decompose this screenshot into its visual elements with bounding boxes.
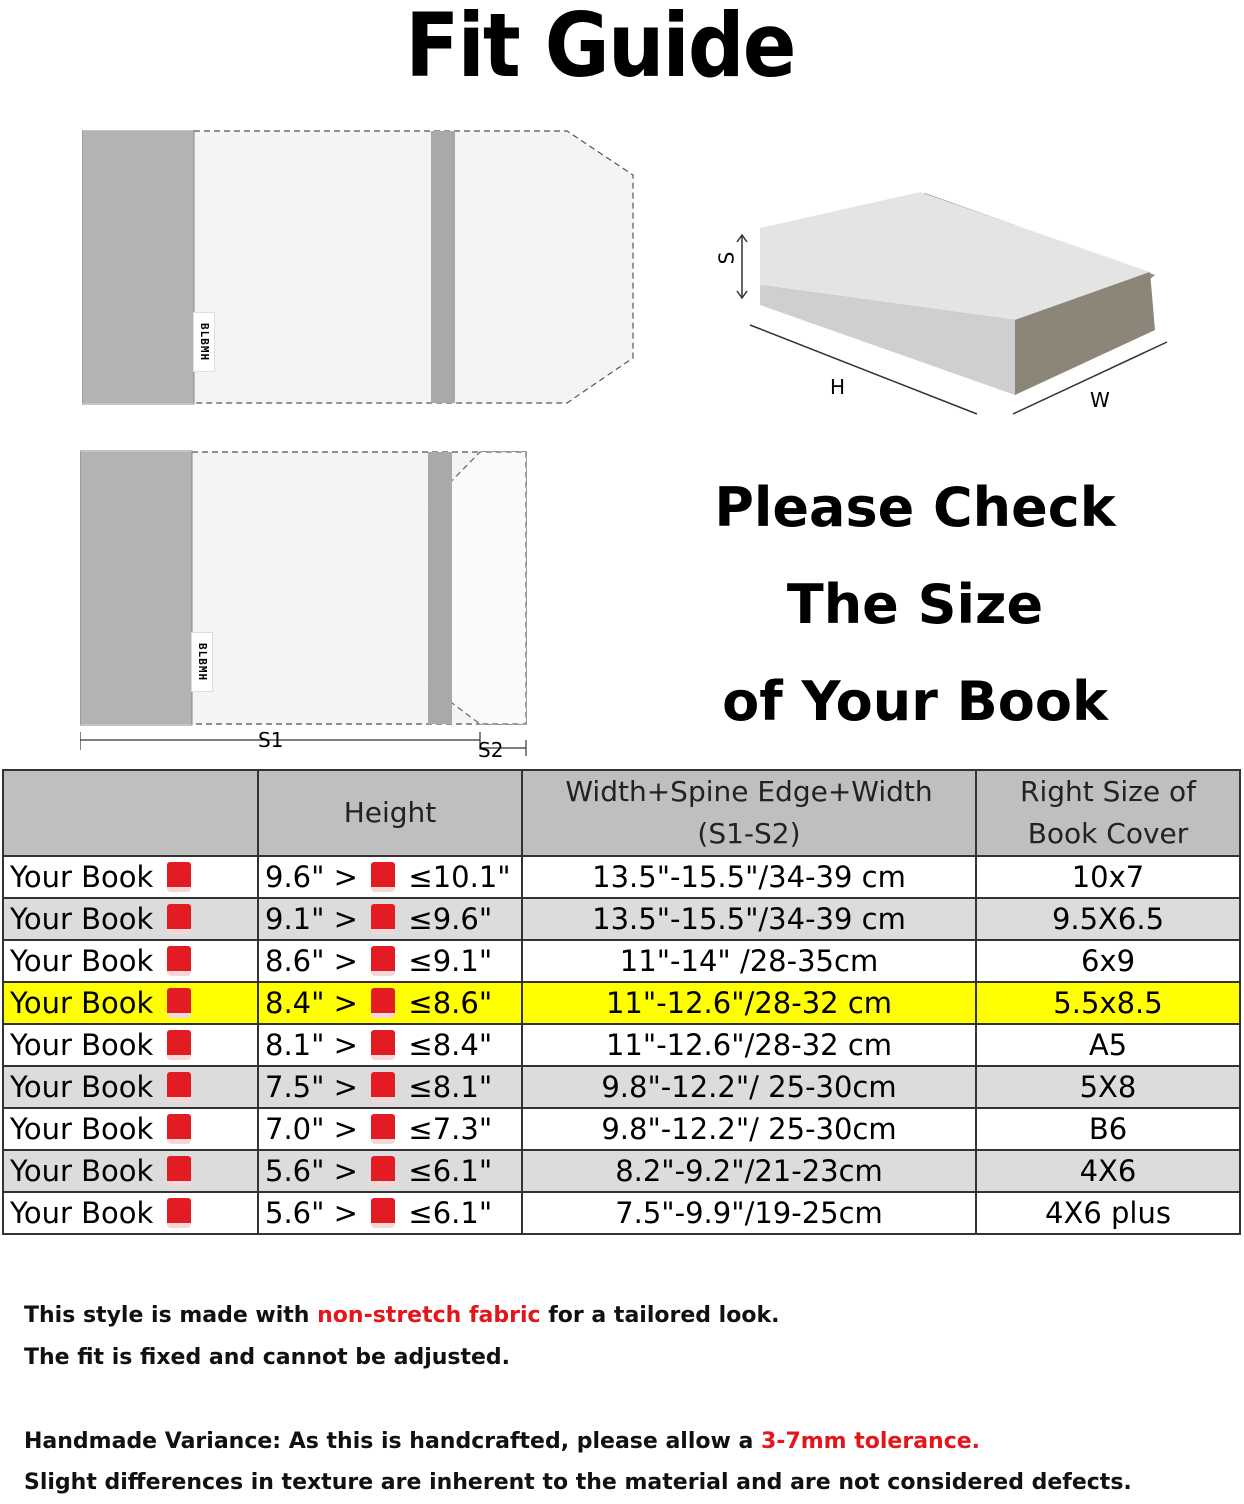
cell-width-spine: 11"-12.6"/28-32 cm: [522, 982, 976, 1024]
height-max: ≤8.1": [408, 1070, 493, 1104]
book-illustration: [715, 190, 1185, 430]
book-label: Your Book: [10, 986, 154, 1020]
book-icon: [371, 1072, 395, 1102]
table-row: [3, 898, 1240, 940]
page-title: Fit Guide: [405, 0, 795, 97]
table-row: [3, 1150, 1240, 1192]
cell-height: [258, 1192, 522, 1234]
cell-cover-size: B6: [976, 1108, 1240, 1150]
cell-your-book: [3, 1024, 258, 1066]
book-label: Your Book: [10, 860, 154, 894]
table-row: [3, 940, 1240, 982]
book-icon: [371, 946, 395, 976]
height-max: ≤9.6": [408, 902, 493, 936]
height-max: ≤7.3": [408, 1112, 493, 1146]
height-min: 7.5" >: [265, 1070, 358, 1104]
height-min: 9.1" >: [265, 902, 358, 936]
cell-cover-size: 5.5x8.5: [976, 982, 1240, 1024]
table-row: [3, 1024, 1240, 1066]
cell-width-spine: 11"-14" /28-35cm: [522, 940, 976, 982]
cover-diagram-open-flap: [82, 130, 642, 406]
book-label: Your Book: [10, 1028, 154, 1062]
book-icon: [371, 988, 395, 1018]
fit-table: [2, 769, 1241, 1235]
check-line-2: The Size: [786, 573, 1044, 636]
dim-w-label: W: [1090, 388, 1110, 412]
cell-height: [258, 1066, 522, 1108]
book-label: Your Book: [10, 1196, 154, 1230]
height-max: ≤10.1": [408, 860, 511, 894]
book-icon: [371, 862, 395, 892]
table-header-row: [3, 770, 1240, 856]
cell-width-spine: 13.5"-15.5"/34-39 cm: [522, 856, 976, 898]
check-line-1: Please Check: [714, 476, 1116, 539]
cell-your-book: [3, 940, 258, 982]
note-variance: [24, 1421, 980, 1463]
cell-height: [258, 1024, 522, 1066]
height-min: 8.6" >: [265, 944, 358, 978]
cell-cover-size: 4X6: [976, 1150, 1240, 1192]
book-icon: [167, 1198, 191, 1228]
book-label: Your Book: [10, 902, 154, 936]
cell-width-spine: 9.8"-12.2"/ 25-30cm: [522, 1066, 976, 1108]
cell-height: [258, 898, 522, 940]
table-row: [3, 982, 1240, 1024]
cell-height: [258, 1108, 522, 1150]
book-icon: [371, 1030, 395, 1060]
height-max: ≤9.1": [408, 944, 493, 978]
book-icon: [371, 1114, 395, 1144]
book-icon: [371, 1198, 395, 1228]
book-label: Your Book: [10, 1112, 154, 1146]
cell-width-spine: 11"-12.6"/28-32 cm: [522, 1024, 976, 1066]
note-fabric-post: for a tailored look.: [540, 1303, 780, 1328]
height-max: ≤6.1": [408, 1154, 493, 1188]
height-min: 9.6" >: [265, 860, 358, 894]
note-fabric: [24, 1295, 779, 1337]
note-fabric-highlight: non-stretch fabric: [317, 1303, 541, 1328]
cell-cover-size: 4X6 plus: [976, 1192, 1240, 1234]
book-label: Your Book: [10, 1154, 154, 1188]
cell-cover-size: 10x7: [976, 856, 1240, 898]
cell-your-book: [3, 856, 258, 898]
cell-width-spine: 9.8"-12.2"/ 25-30cm: [522, 1108, 976, 1150]
height-max: ≤8.6": [408, 986, 493, 1020]
height-max: ≤6.1": [408, 1196, 493, 1230]
cell-cover-size: A5: [976, 1024, 1240, 1066]
table-row: [3, 1108, 1240, 1150]
height-min: 8.4" >: [265, 986, 358, 1020]
dim-s-label: S: [714, 251, 739, 265]
height-min: 5.6" >: [265, 1196, 358, 1230]
book-icon: [167, 1072, 191, 1102]
note-fabric-pre: This style is made with: [24, 1303, 318, 1328]
header-width-spine: Width+Spine Edge+Width (S1-S2): [522, 770, 976, 856]
table-row: [3, 856, 1240, 898]
cell-your-book: [3, 1192, 258, 1234]
note-variance-highlight: 3-7mm tolerance.: [761, 1429, 981, 1454]
table-row: [3, 1066, 1240, 1108]
cell-height: [258, 1150, 522, 1192]
cell-your-book: [3, 982, 258, 1024]
height-max: ≤8.4": [408, 1028, 493, 1062]
height-min: 5.6" >: [265, 1154, 358, 1188]
note-texture: Slight differences in texture are inherent to the material and are not considered defects.: [24, 1470, 1132, 1495]
book-icon: [167, 988, 191, 1018]
cell-height: [258, 982, 522, 1024]
book-icon: [167, 1030, 191, 1060]
book-icon: [167, 1156, 191, 1186]
cell-cover-size: 6x9: [976, 940, 1240, 982]
cell-your-book: [3, 898, 258, 940]
book-icon: [167, 946, 191, 976]
cell-height: [258, 856, 522, 898]
header-book: [3, 770, 258, 856]
brand-tag: BLBMH: [191, 632, 213, 692]
cell-your-book: [3, 1150, 258, 1192]
note-variance-pre: Handmade Variance: As this is handcrafted, please allow a: [24, 1429, 761, 1454]
check-line-3: of Your Book: [722, 670, 1108, 733]
header-cover-size: Right Size of Book Cover: [976, 770, 1240, 856]
header-height: Height: [258, 770, 522, 856]
book-icon: [371, 1156, 395, 1186]
note-fit-fixed: The fit is fixed and cannot be adjusted.: [24, 1345, 511, 1370]
cell-cover-size: 9.5X6.5: [976, 898, 1240, 940]
brand-tag: BLBMH: [193, 312, 215, 372]
book-label: Your Book: [10, 1070, 154, 1104]
book-icon: [167, 862, 191, 892]
height-min: 8.1" >: [265, 1028, 358, 1062]
book-icon: [167, 1114, 191, 1144]
cell-cover-size: 5X8: [976, 1066, 1240, 1108]
book-label: Your Book: [10, 944, 154, 978]
cell-your-book: [3, 1066, 258, 1108]
cell-your-book: [3, 1108, 258, 1150]
cell-height: [258, 940, 522, 982]
height-min: 7.0" >: [265, 1112, 358, 1146]
cover-diagram-folded-flap: [80, 450, 540, 766]
cell-width-spine: 8.2"-9.2"/21-23cm: [522, 1150, 976, 1192]
cell-width-spine: 13.5"-15.5"/34-39 cm: [522, 898, 976, 940]
book-icon: [167, 904, 191, 934]
table-row: [3, 1192, 1240, 1234]
dim-h-label: H: [830, 375, 846, 399]
s2-label: S2: [478, 738, 504, 762]
cell-width-spine: 7.5"-9.9"/19-25cm: [522, 1192, 976, 1234]
s1-label: S1: [258, 728, 284, 752]
book-icon: [371, 904, 395, 934]
